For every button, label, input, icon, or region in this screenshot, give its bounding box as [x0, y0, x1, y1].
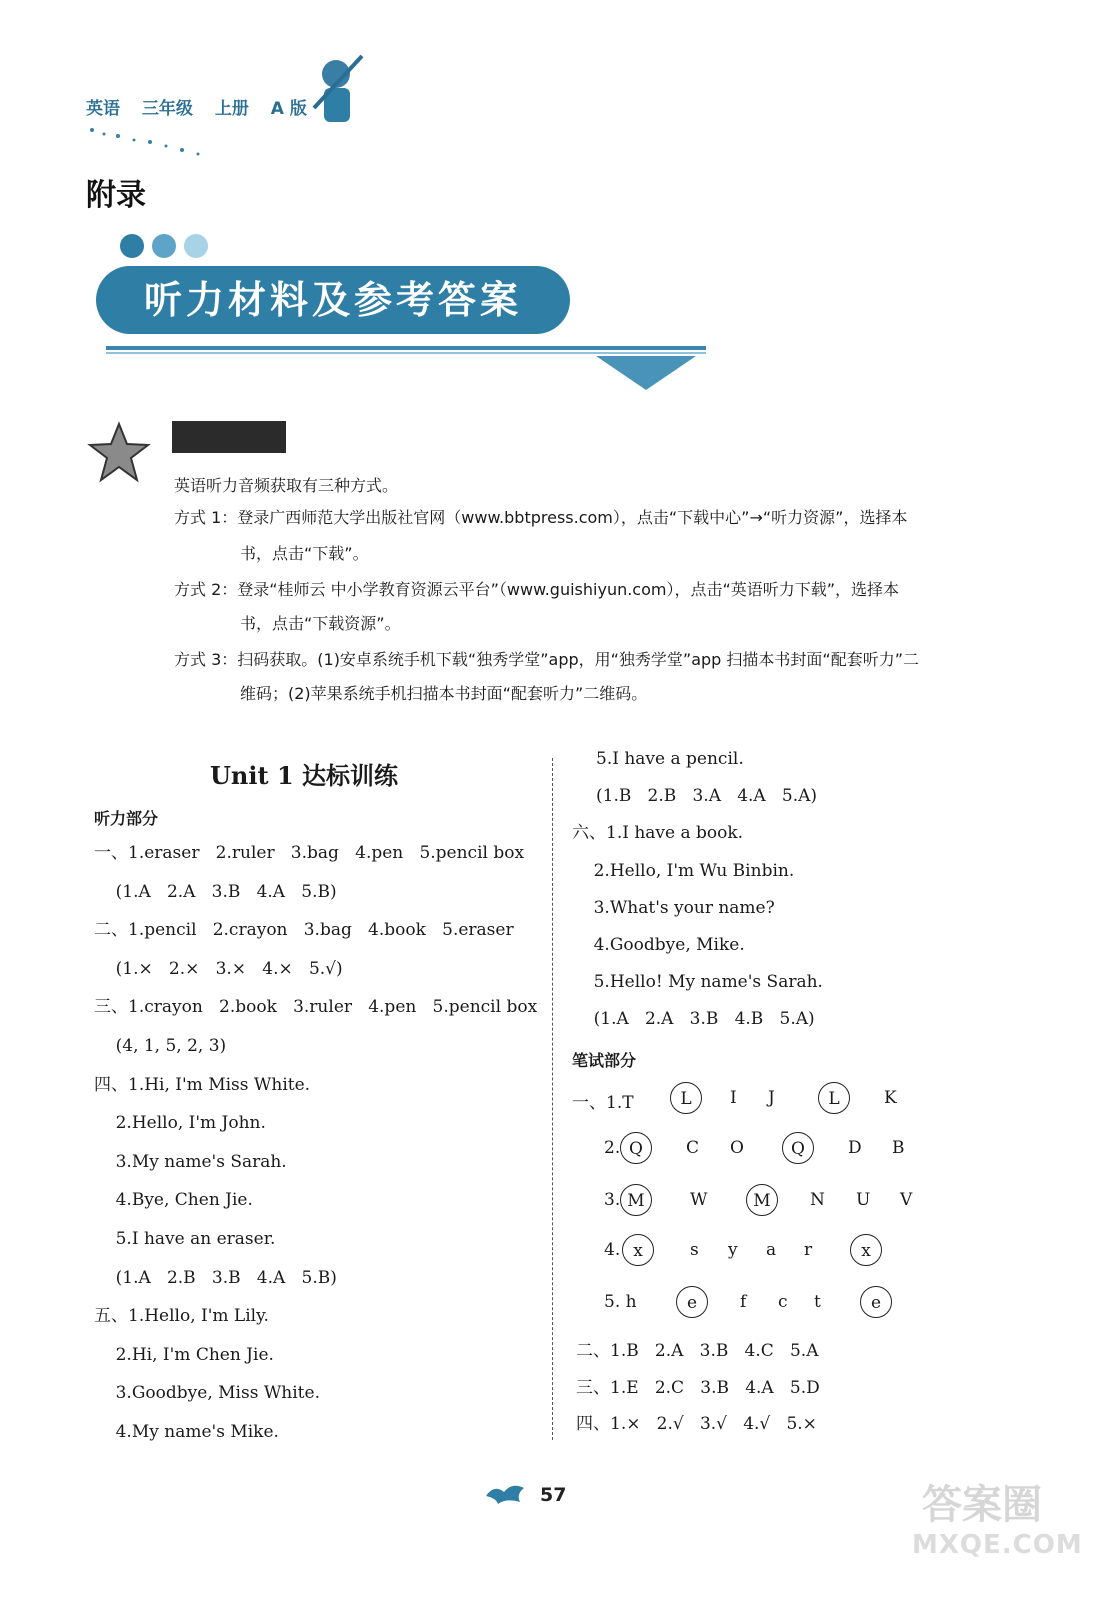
- answer-line: 5.I have an eraser.: [94, 1229, 276, 1249]
- answer-line: 四、1.× 2.√ 3.√ 4.√ 5.×: [576, 1414, 817, 1434]
- answer-line: 4.Goodbye, Mike.: [572, 935, 745, 955]
- page-number: 57: [540, 1484, 567, 1506]
- answer-line: (1.× 2.× 3.× 4.× 5.√): [94, 958, 343, 979]
- answer-line: (1.A 2.A 3.B 4.A 5.B): [94, 881, 337, 902]
- letter: J: [768, 1088, 775, 1108]
- letter-row-label: 4.: [604, 1240, 621, 1260]
- answer-line: 二、1.B 2.A 3.B 4.C 5.A: [576, 1341, 819, 1361]
- circled-letter: x: [622, 1234, 654, 1266]
- letter: C: [686, 1138, 700, 1158]
- banner-rule: [106, 346, 706, 350]
- letter: K: [884, 1088, 897, 1108]
- answer-line: 三、1.E 2.C 3.B 4.A 5.D: [576, 1377, 820, 1398]
- banner-triangle: [596, 356, 696, 390]
- answer-line: (1.A 2.B 3.B 4.A 5.B): [94, 1267, 337, 1288]
- circled-letter: e: [860, 1286, 892, 1318]
- boy-writing-icon: [300, 48, 370, 132]
- answer-line: 三、1.crayon 2.book 3.ruler 4.pen 5.pencil box: [94, 997, 538, 1018]
- circled-letter: Q: [620, 1132, 652, 1164]
- answer-line: (4, 1, 5, 2, 3): [94, 1036, 227, 1056]
- letter: B: [892, 1138, 905, 1158]
- watermark-logo: [922, 1478, 1082, 1528]
- letter-row-label: 5. h: [604, 1292, 637, 1312]
- letter-row-label: 2.: [604, 1138, 621, 1158]
- letter: y: [728, 1240, 738, 1260]
- circled-letter: x: [850, 1234, 882, 1266]
- letter: U: [856, 1190, 871, 1210]
- header-edition: A 版: [270, 99, 307, 119]
- tip-method1-cont: 书，点击“下载”。: [240, 544, 369, 563]
- letter: c: [778, 1292, 788, 1312]
- letter: W: [690, 1190, 708, 1210]
- answer-line: (1.A 2.A 3.B 4.B 5.A): [572, 1009, 815, 1030]
- letter: f: [740, 1292, 747, 1312]
- letter: D: [848, 1138, 862, 1158]
- tip-intro: 英语听力音频获取有三种方式。: [174, 476, 399, 495]
- answer-line: 3.My name's Sarah.: [94, 1151, 287, 1172]
- letter: r: [804, 1240, 813, 1260]
- letter-row-label: 一、1.T: [572, 1093, 634, 1113]
- book-header: [86, 94, 323, 119]
- answer-line: 五、1.Hello, I'm Lily.: [94, 1306, 269, 1327]
- tip-method2: 方式 2：登录“桂师云 中小学教育资源云平台”（www.guishiyun.com），点击“英语听力下载”，选择本: [174, 580, 900, 599]
- answer-line: 3.What's your name?: [572, 897, 775, 918]
- circled-letter: L: [670, 1082, 702, 1114]
- written-section-label: 笔试部分: [572, 1051, 637, 1070]
- tip-method2-cont: 书，点击“下载资源”。: [240, 614, 401, 633]
- letter-row-label: 3.: [604, 1190, 621, 1210]
- answer-line: 4.Bye, Chen Jie.: [94, 1190, 253, 1211]
- answer-line: 5.Hello! My name's Sarah.: [572, 972, 823, 993]
- banner-circles: [120, 234, 216, 262]
- answer-line: 二、1.pencil 2.crayon 3.bag 4.book 5.eraser: [94, 920, 514, 941]
- circled-letter: M: [620, 1184, 652, 1216]
- tip-method3: 方式 3：扫码获取。(1)安卓系统手机下载“独秀学堂”app，用“独秀学堂”app 扫描本书封面“配套听力”二: [174, 650, 919, 669]
- circled-letter: e: [676, 1286, 708, 1318]
- letter: V: [900, 1190, 913, 1210]
- bird-icon: [484, 1480, 528, 1506]
- letter: s: [690, 1240, 699, 1260]
- header-grade: 三年级: [141, 99, 193, 119]
- column-divider: [552, 758, 553, 1440]
- letter: a: [766, 1240, 777, 1260]
- answer-line: (1.B 2.B 3.A 4.A 5.A): [596, 786, 818, 807]
- answer-line: 3.Goodbye, Miss White.: [94, 1383, 320, 1404]
- banner-rule-thin: [106, 352, 706, 354]
- header-volume: 上册: [214, 99, 249, 119]
- watermark-url: MXQE.COM: [912, 1530, 1083, 1560]
- answer-line: 一、1.eraser 2.ruler 3.bag 4.pen 5.pencil box: [94, 843, 525, 863]
- circled-letter: L: [818, 1082, 850, 1114]
- tip-label: 温馨提示: [196, 427, 261, 446]
- letter: N: [810, 1190, 825, 1210]
- answer-line: 四、1.Hi, I'm Miss White.: [94, 1074, 311, 1095]
- tip-method3-cont: 维码；(2)苹果系统手机扫描本书封面“配套听力”二维码。: [240, 684, 648, 703]
- unit-title: Unit 1 达标训练: [210, 761, 398, 790]
- star-icon: [86, 420, 152, 484]
- letter: O: [730, 1138, 744, 1158]
- letter: I: [730, 1088, 737, 1108]
- appendix-label: 附录: [86, 178, 146, 213]
- answer-line: 2.Hello, I'm Wu Binbin.: [572, 860, 795, 881]
- banner-title: 听力材料及参考答案: [143, 277, 522, 322]
- answer-line: 5.I have a pencil.: [596, 749, 744, 769]
- answer-line: 2.Hello, I'm John.: [94, 1113, 266, 1134]
- watermark-logo-text: 答案圈: [922, 1482, 1042, 1528]
- circled-letter: M: [746, 1184, 778, 1216]
- letter: t: [814, 1292, 821, 1312]
- tip-method1: 方式 1：登录广西师范大学出版社官网（www.bbtpress.com），点击“下载中心”→“听力资源”，选择本: [174, 508, 908, 527]
- circled-letter: Q: [782, 1132, 814, 1164]
- header-subject: 英语: [86, 99, 120, 119]
- answer-line: 六、1.I have a book.: [572, 823, 744, 844]
- answer-line: 2.Hi, I'm Chen Jie.: [94, 1344, 274, 1365]
- listening-section-label: 听力部分: [94, 809, 159, 828]
- answer-line: 4.My name's Mike.: [94, 1422, 279, 1442]
- decorative-dots: [86, 124, 206, 158]
